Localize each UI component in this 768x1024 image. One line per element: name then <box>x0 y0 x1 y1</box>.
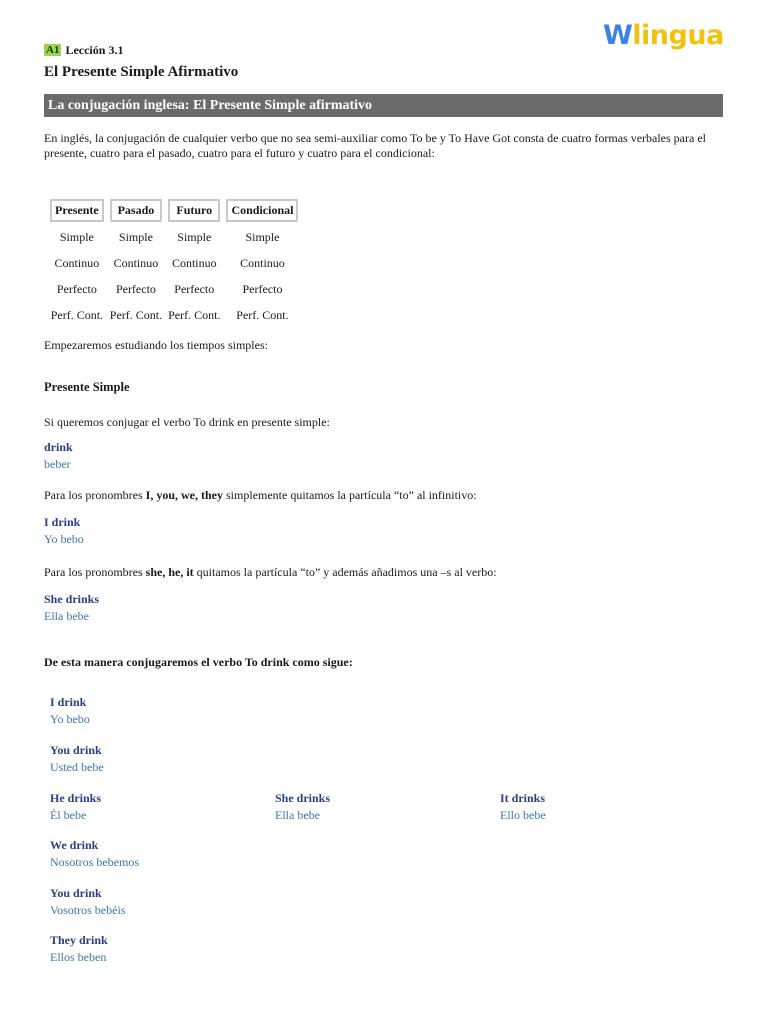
conjugation-you <box>50 742 104 776</box>
table-cell: Perf. Cont. <box>109 308 163 322</box>
spanish-text: Usted bebe <box>50 760 104 774</box>
table-cell: Perfecto <box>242 282 283 296</box>
conclusion-heading: De esta manera conjugaremos el verbo To drink como sigue: <box>44 655 353 669</box>
english-text: I drink <box>44 515 81 529</box>
table-row <box>50 304 298 326</box>
table-cell: Continuo <box>54 256 100 270</box>
english-text: We drink <box>50 838 99 852</box>
section-title-bar: La conjugación inglesa: El Presente Simple afirmativo <box>44 94 723 117</box>
spanish-text: Ellos beben <box>50 950 107 964</box>
pronoun-rule-2: Para los pronombres she, he, it quitamos la partícula “to” y además añadimos una –s al verbo: <box>44 565 497 579</box>
spanish-text: Nosotros bebemos <box>50 855 139 869</box>
tense-header-presente: Presente <box>50 199 104 222</box>
conjugation-he <box>50 790 101 824</box>
pronoun-list: she, he, it <box>145 565 194 579</box>
intro-paragraph: En inglés, la conjugación de cualquier verbo que no sea semi-auxiliar como To be y To Have Got consta de cuatro formas verbales para el presente, cuatro para el pasado, cuatro para el futuro y cuatro para el condicional: <box>44 131 706 160</box>
conjugation-we <box>50 837 139 871</box>
study-line: Empezaremos estudiando los tiempos simples: <box>44 338 268 352</box>
spanish-text: Vosotros bebéis <box>50 903 126 917</box>
conjugation-it <box>500 790 546 824</box>
example-infinitive <box>44 439 73 473</box>
table-cell: Simple <box>245 230 280 244</box>
english-text: She drinks <box>275 791 331 805</box>
english-text: She drinks <box>44 592 100 606</box>
conjugation-she <box>275 790 330 824</box>
table-cell: Simple <box>59 230 94 244</box>
example-1 <box>44 514 84 548</box>
english-text: I drink <box>50 695 87 709</box>
table-cell: Perf. Cont. <box>50 308 104 322</box>
lesson-number <box>44 43 123 58</box>
table-row <box>50 226 298 248</box>
spanish-text: Ella bebe <box>44 609 89 623</box>
wlingua-logo: Wlingua <box>603 20 724 51</box>
table-cell: Continuo <box>240 256 285 270</box>
tense-table <box>44 195 304 330</box>
spanish-text: Yo bebo <box>50 712 90 726</box>
tense-header-condicional: Condicional <box>226 199 298 222</box>
lesson-label: Lección 3.1 <box>65 43 124 57</box>
spanish-text: Ella bebe <box>275 808 320 822</box>
spanish-text: Yo bebo <box>44 532 84 546</box>
conjugation-they <box>50 932 108 966</box>
tense-header-futuro: Futuro <box>168 199 220 222</box>
table-cell: Perfecto <box>115 282 156 296</box>
spanish-text: Él bebe <box>50 808 87 822</box>
table-cell: Perf. Cont. <box>168 308 221 322</box>
tense-header-pasado: Pasado <box>110 199 162 222</box>
conjugation-you-plural <box>50 885 125 919</box>
spanish-text: Ello bebe <box>500 808 546 822</box>
table-row <box>50 252 298 274</box>
table-cell: Perf. Cont. <box>236 308 289 322</box>
pronoun-rule-1: Para los pronombres I, you, we, they simplemente quitamos la partícula “to” al infinitivo: <box>44 488 477 502</box>
table-cell: Continuo <box>171 256 217 270</box>
english-text: You drink <box>50 743 102 757</box>
spanish-text: beber <box>44 457 71 471</box>
english-text: drink <box>44 440 73 454</box>
table-cell: Continuo <box>113 256 159 270</box>
table-cell: Simple <box>177 230 212 244</box>
conjugation-i <box>50 694 90 728</box>
english-text: You drink <box>50 886 102 900</box>
conjugate-line: Si queremos conjugar el verbo To drink en presente simple: <box>44 415 330 429</box>
table-cell: Perfecto <box>174 282 215 296</box>
table-cell: Simple <box>118 230 153 244</box>
table-row <box>50 278 298 300</box>
english-text: He drinks <box>50 791 102 805</box>
example-2 <box>44 591 99 625</box>
english-text: They drink <box>50 933 108 947</box>
table-cell: Perfecto <box>56 282 97 296</box>
present-simple-heading: Presente Simple <box>44 380 130 394</box>
english-text: It drinks <box>500 791 546 805</box>
pronoun-list: I, you, we, they <box>145 488 223 502</box>
level-badge: A1 <box>46 44 60 56</box>
page-title: El Presente Simple Afirmativo <box>44 64 239 80</box>
